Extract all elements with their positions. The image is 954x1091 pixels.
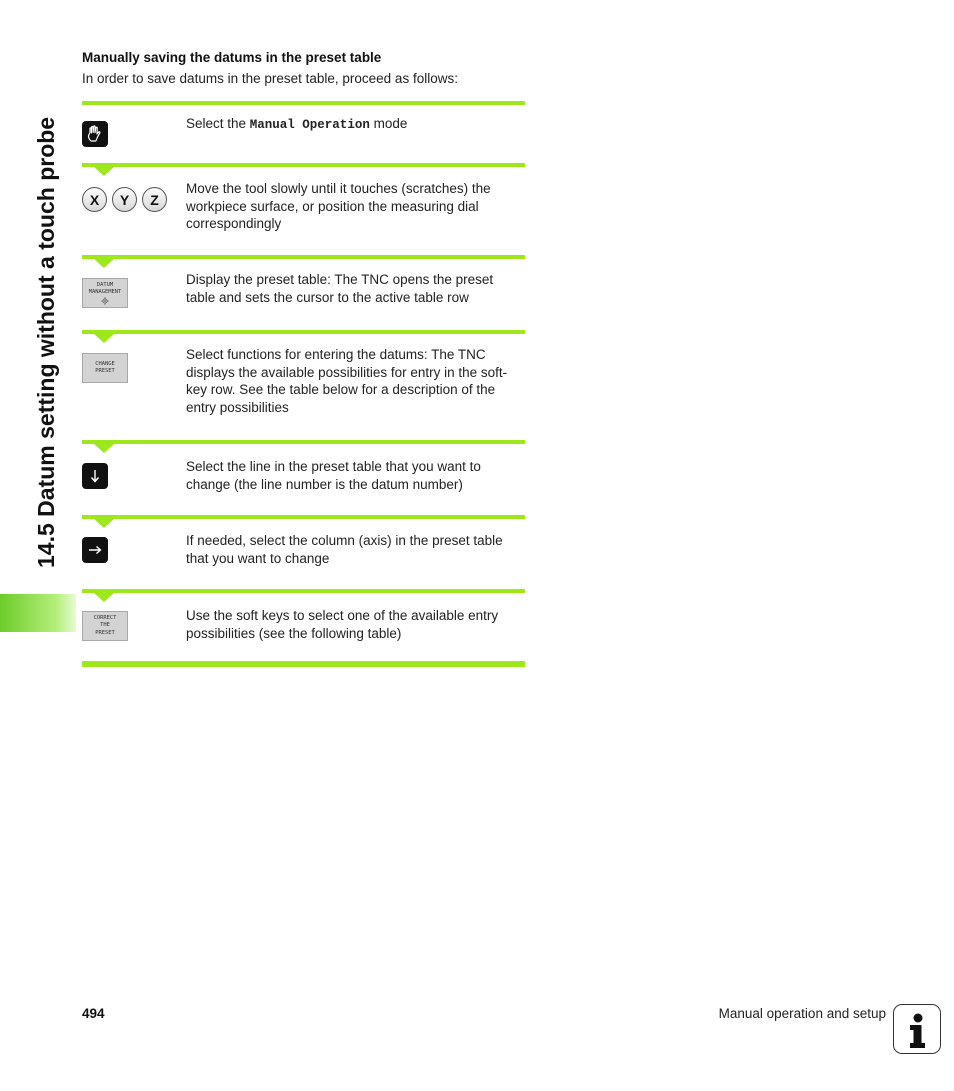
step-arrow-icon — [94, 519, 114, 528]
datum-icon — [101, 297, 109, 305]
chapter-side-title: 14.5 Datum setting without a touch probe — [33, 116, 59, 568]
step-arrow-icon — [94, 259, 114, 268]
arrow-down-icon[interactable] — [82, 463, 108, 489]
step-arrow-icon — [94, 334, 114, 343]
step-row — [82, 330, 525, 440]
datum-management-softkey[interactable]: DATUM MANAGEMENT — [82, 278, 128, 308]
info-icon — [893, 1004, 941, 1054]
axis-key-y[interactable]: Y — [112, 187, 137, 212]
step-text: Use the soft keys to select one of the available entry possibilities (see the following table) — [186, 608, 499, 641]
axis-key-x[interactable]: X — [82, 187, 107, 212]
page-number: 494 — [82, 1006, 105, 1021]
step-row — [82, 255, 525, 330]
footer-chapter-title: Manual operation and setup — [718, 1006, 886, 1021]
step-arrow-icon — [94, 444, 114, 453]
step-row — [82, 515, 525, 589]
step-text: Select functions for entering the datums: The TNC displays the available possibilities for entry in the soft-key row. See the table below for a description of the entry possibilities — [186, 347, 508, 415]
step-row — [82, 163, 525, 255]
step-row — [82, 589, 525, 661]
correct-the-preset-softkey[interactable]: CORRECT THE PRESET — [82, 611, 128, 641]
step-text: Select the line in the preset table that you want to change (the line number is the datum number) — [186, 459, 481, 492]
step-text: If needed, select the column (axis) in the preset table that you want to change — [186, 533, 503, 566]
section-heading: Manually saving the datums in the preset table — [82, 50, 382, 65]
hand-icon[interactable] — [82, 121, 108, 147]
change-preset-softkey[interactable]: CHANGE PRESET — [82, 353, 128, 383]
step-text: Select the Manual Operation mode — [186, 116, 408, 132]
step-text: Move the tool slowly until it touches (scratches) the workpiece surface, or position the measuring dial correspondingly — [186, 181, 491, 231]
step-row — [82, 101, 525, 163]
step-row — [82, 440, 525, 515]
step-text: Display the preset table: The TNC opens the preset table and sets the cursor to the active table row — [186, 272, 494, 305]
intro-text: In order to save datums in the preset table, proceed as follows: — [82, 71, 458, 86]
step-arrow-icon — [94, 593, 114, 602]
steps-table — [82, 101, 525, 667]
step-arrow-icon — [94, 167, 114, 176]
axis-key-z[interactable]: Z — [142, 187, 167, 212]
table-end-bar — [82, 661, 525, 667]
arrow-right-icon[interactable] — [82, 537, 108, 563]
chapter-tab-marker — [0, 594, 76, 632]
